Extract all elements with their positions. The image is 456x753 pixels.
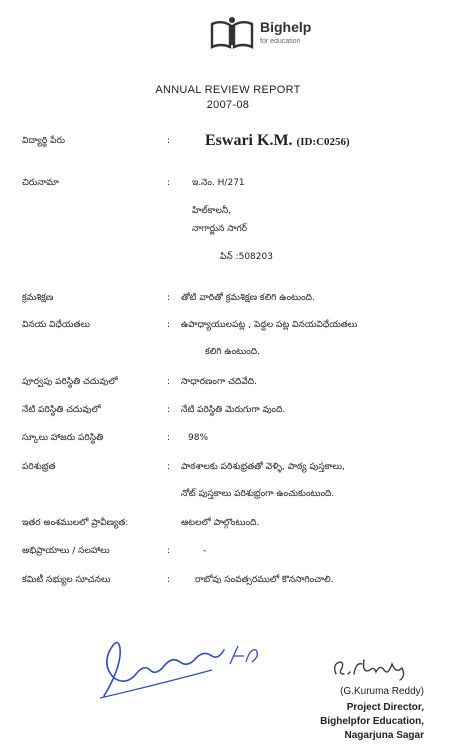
signatory-name: (G.Kuruma Reddy): [340, 686, 424, 697]
attendance-value: 98%: [188, 433, 209, 443]
current-studies-value: నేటి పరిస్థితి మెరుగుగా వుంది.: [181, 405, 286, 415]
signatory-place: Nagarjuna Sagar: [344, 730, 424, 741]
colon: :: [167, 405, 171, 415]
colon: :: [167, 575, 171, 585]
field-label-obedience: వినయ విధేయతలు: [22, 320, 90, 330]
obedience-value-line-2: కలిగి ఉంటుంది.: [205, 347, 260, 357]
book-person-icon: [210, 16, 254, 50]
colon: :: [167, 136, 171, 146]
field-label-discipline: క్రమశిక్షణ: [22, 293, 54, 303]
student-id: (ID:C0256): [296, 136, 350, 148]
address-line-3: నాగార్జున సాగర్: [192, 224, 248, 234]
committee-suggestions-value: రాబోవు సంవత్సరములో కొనసాగించాలి.: [195, 575, 334, 585]
address-line-1: ఇ.నెం. H/271: [192, 178, 245, 188]
discipline-value: తోటి వారితో క్రమశిక్షణ కలిగి ఉంటుంది.: [181, 293, 315, 303]
field-label-previous-studies: పూర్వపు పరిస్థితి చదువులో: [22, 377, 118, 387]
logo-name: Bighelp: [260, 19, 312, 35]
signatory-title: Project Director,: [346, 702, 424, 713]
student-signature-image: [92, 626, 262, 706]
field-label-address: చిరునామా: [22, 178, 59, 188]
field-label-opinions: అభిప్రాయాలు / సలహాలు: [22, 546, 110, 556]
colon: :: [167, 546, 171, 556]
obedience-value-line-1: ఉపాధ్యాయులపట్ల , పెద్దల పట్ల వినయవిధేయతలు: [181, 320, 358, 330]
address-pin: పిన్ :508203: [220, 252, 273, 262]
director-signature-image: [330, 654, 410, 682]
student-name: Eswari K.M.: [205, 132, 293, 149]
opinions-value: -: [203, 546, 207, 556]
field-label-student-name: విద్యార్థి పేరు: [22, 136, 65, 146]
field-label-other-skills: ఇతర అంశములలో ప్రావీణ్యత:: [22, 518, 129, 528]
field-label-attendance: స్కూలు హాజరు పరిస్థితి: [22, 433, 104, 443]
other-skills-value: ఆటలలో పాల్గొంటుంది.: [181, 518, 260, 528]
colon: :: [167, 178, 171, 188]
student-name-value: [205, 132, 350, 150]
hygiene-value-line-2: నోట్ పుస్తకాలు పరిశుభ్రంగా ఉంచుకుంటుంది.: [181, 489, 335, 499]
field-label-committee-suggestions: కమిటీ సభ్యుల సూచనలు: [22, 575, 111, 585]
colon: :: [167, 320, 171, 330]
colon: :: [167, 433, 171, 443]
colon: :: [167, 462, 171, 472]
signatory-organization: Bighelpfor Education,: [320, 716, 424, 727]
previous-studies-value: సాధారణంగా చదివేది.: [181, 377, 257, 387]
address-line-2: హిల్‌కాలనీ,: [192, 206, 232, 216]
report-title: ANNUAL REVIEW REPORT: [155, 84, 301, 96]
logo-tagline: for education: [260, 38, 301, 45]
report-year: 2007-08: [206, 99, 250, 111]
colon: :: [167, 377, 171, 387]
field-label-current-studies: నేటి పరిస్థితి చదువులో: [22, 405, 101, 415]
hygiene-value-line-1: పాఠశాలకు పరిశుభ్రతతో వెళ్ళి, పాఠ్య పుస్తకాలు,: [181, 462, 345, 472]
field-label-hygiene: పరిశుభ్రత: [22, 462, 56, 472]
colon: :: [167, 293, 171, 303]
